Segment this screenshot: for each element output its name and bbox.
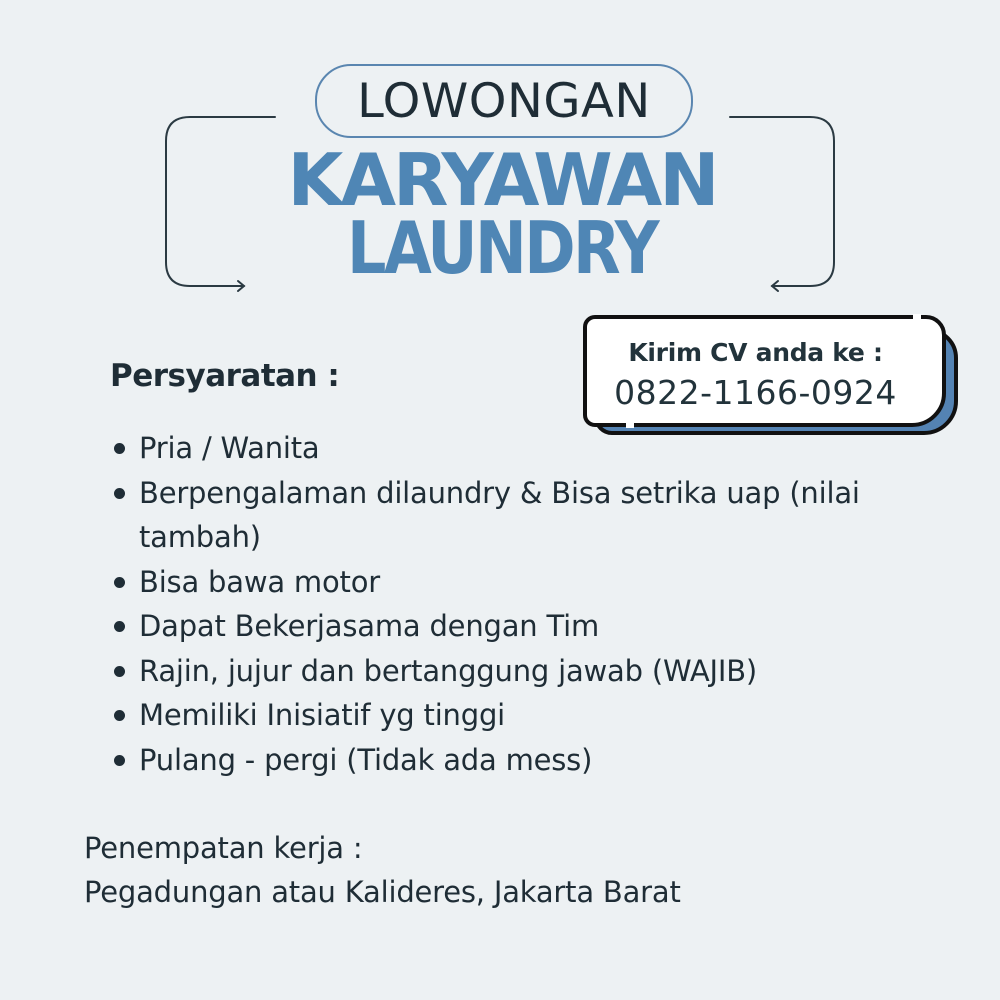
lowongan-pill — [315, 64, 693, 138]
bullet-icon — [114, 577, 125, 588]
cv-card-border-gap — [913, 314, 921, 320]
title-line-2: LAUNDRY — [346, 206, 658, 290]
list-item: Pria / Wanita — [110, 426, 910, 471]
list-item: Memiliki Inisiatif yg tinggi — [110, 693, 910, 738]
list-item: Pulang - pergi (Tidak ada mess) — [110, 738, 910, 783]
title-line-1: KARYAWAN — [287, 138, 717, 222]
cv-phone-number: 0822-1166-0924 — [614, 373, 897, 412]
cv-label: Kirim CV anda ke : — [628, 338, 883, 367]
list-item: Bisa bawa motor — [110, 560, 910, 605]
bullet-icon — [114, 755, 125, 766]
bullet-icon — [114, 710, 125, 721]
list-item: Dapat Bekerjasama dengan Tim — [110, 604, 910, 649]
bullet-icon — [114, 666, 125, 677]
bullet-icon — [114, 443, 125, 454]
placement-location: Pegadungan atau Kalideres, Jakarta Barat — [84, 875, 681, 909]
list-item: Rajin, jujur dan bertanggung jawab (WAJIB) — [110, 649, 910, 694]
requirements-heading: Persyaratan : — [110, 358, 340, 394]
requirements-list — [110, 426, 910, 782]
pill-label: LOWONGAN — [357, 73, 651, 129]
bullet-icon — [114, 488, 125, 499]
bullet-icon — [114, 621, 125, 632]
placement-label: Penempatan kerja : — [84, 831, 363, 865]
placement-section — [84, 826, 681, 914]
list-item: Berpengalaman dilaundry & Bisa setrika uap (nilai tambah) — [110, 471, 879, 560]
